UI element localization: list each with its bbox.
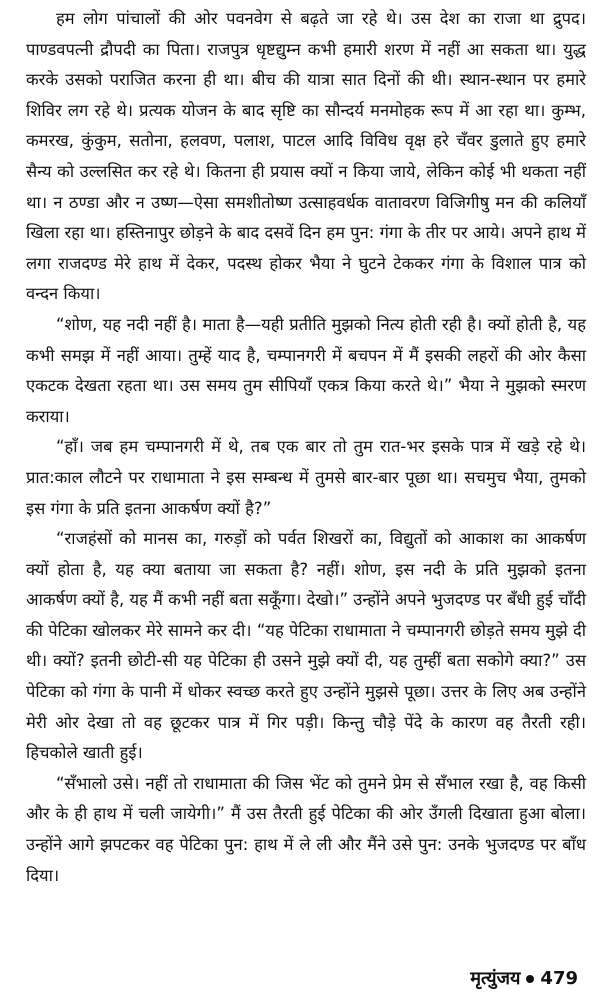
paragraph-3: “हाँ। जब हम चम्पानगरी में थे, तब एक बार तो तुम रात-भर इसके पात्र में खड़े रहे थे। प्रात:काल लौटने पर राधामाता ने इस सम्बन्ध में तुमसे बार-बार पूछा था। सचमुच भैया, तुमको इस गंगा के प्रति इतना आकर्षण क्यों है?” [26,437,586,518]
book-title: मृत्युंजय [470,968,521,989]
page-footer [470,966,578,990]
bullet-icon [526,975,534,983]
page-body [26,4,586,891]
page-number: 479 [540,968,578,989]
paragraph-5: “सँभालो उसे। नहीं तो राधामाता की जिस भेंट को तुमने प्रेम से सँभाल रखा है, वह किसी और के ही हाथ में चली जायेगी।” मैं उस तैरती हुई पेटिका की ओर उँगली दिखाता हुआ बोला। उन्होंने आगे झपटकर वह पेटिका पुन: हाथ में ले ली और मैंने उसे पुन: उनके भुजदण्ड पर बाँध दिया। [26,773,586,885]
paragraph-4: “राजहंसों को मानस का, गरुड़ों को पर्वत शिखरों का, विद्युतों को आकाश का आकर्षण क्यों होता है, यह क्या बताया जा सकता है? नहीं। शोण, इस नदी के प्रति मुझको इतना आकर्षण क्यों है, यह मैं कभी नहीं बता सकूँगा। देखो।” उन्होंने अपने भुजदण्ड पर बँधी हुई चाँदी की पेटिका खोलकर मेरे सामने कर दी। “यह पेटिका राधामाता ने चम्पानगरी छोड़ते समय मुझे दी थी। क्यों? इतनी छोटी-सी यह पेटिका ही उसने मुझे क्यों दी, यह तुम्हीं बता सकोगे क्या?” उस पेटिका को गंगा के पानी में धोकर स्वच्छ करते हुए उन्होंने मुझसे पूछा। उत्तर के लिए अब उन्होंने मेरी ओर देखा तो वह छूटकर पात्र में गिर पड़ी। किन्तु चौड़े पेंदे के कारण वह तैरती रही। हिचकोले खाती हुई। [26,529,586,763]
paragraph-1: हम लोग पांचालों की ओर पवनवेग से बढ़ते जा रहे थे। उस देश का राजा था द्रुपद। पाण्डवपत्नी द्रौपदी का पिता। राजपुत्र धृष्टद्युम्न कभी हमारी शरण में नहीं आ सकता था। युद्ध करके उसको पराजित करना ही था। बीच की यात्रा सात दिनों की थी। स्थान-स्थान पर हमारे शिविर लग रहे थे। प्रत्यक योजन के बाद सृष्टि का सौन्दर्य मनमोहक रूप में आ रहा था। कुम्भ, कमरख, कुंकुम, सतोना, हलवण, पलाश, पाटल आदि विविध वृक्ष हरे चँवर डुलाते हुए हमारे सैन्य को उल्लसित कर रहे थे। कितना ही प्रयास क्यों न किया जाये, लेकिन कोई भी थकता नहीं था। न ठण्डा और न उष्ण—ऐसा समशीतोष्ण उत्साहवर्धक वातावरण विजिगीषु मन की कलियाँ खिला रहा था। हस्तिनापुर छोड़ने के बाद दसवें दिन हम पुन: गंगा के तीर पर आये। अपने हाथ में लगा राजदण्ड मेरे हाथ में देकर, पदस्थ होकर भैया ने घुटने टेककर गंगा के विशाल पात्र को वन्दन किया। [26,9,586,304]
paragraph-2: “शोण, यह नदी नहीं है। माता है—यही प्रतीति मुझको नित्य होती रही है। क्यों होती है, यह कभी समझ में नहीं आया। तुम्हें याद है, चम्पानगरी में बचपन में मैं इसकी लहरों की ओर कैसा एकटक देखता रहता था। उस समय तुम सीपियाँ एकत्र किया करते थे।” भैया ने मुझको स्मरण कराया। [26,314,586,426]
